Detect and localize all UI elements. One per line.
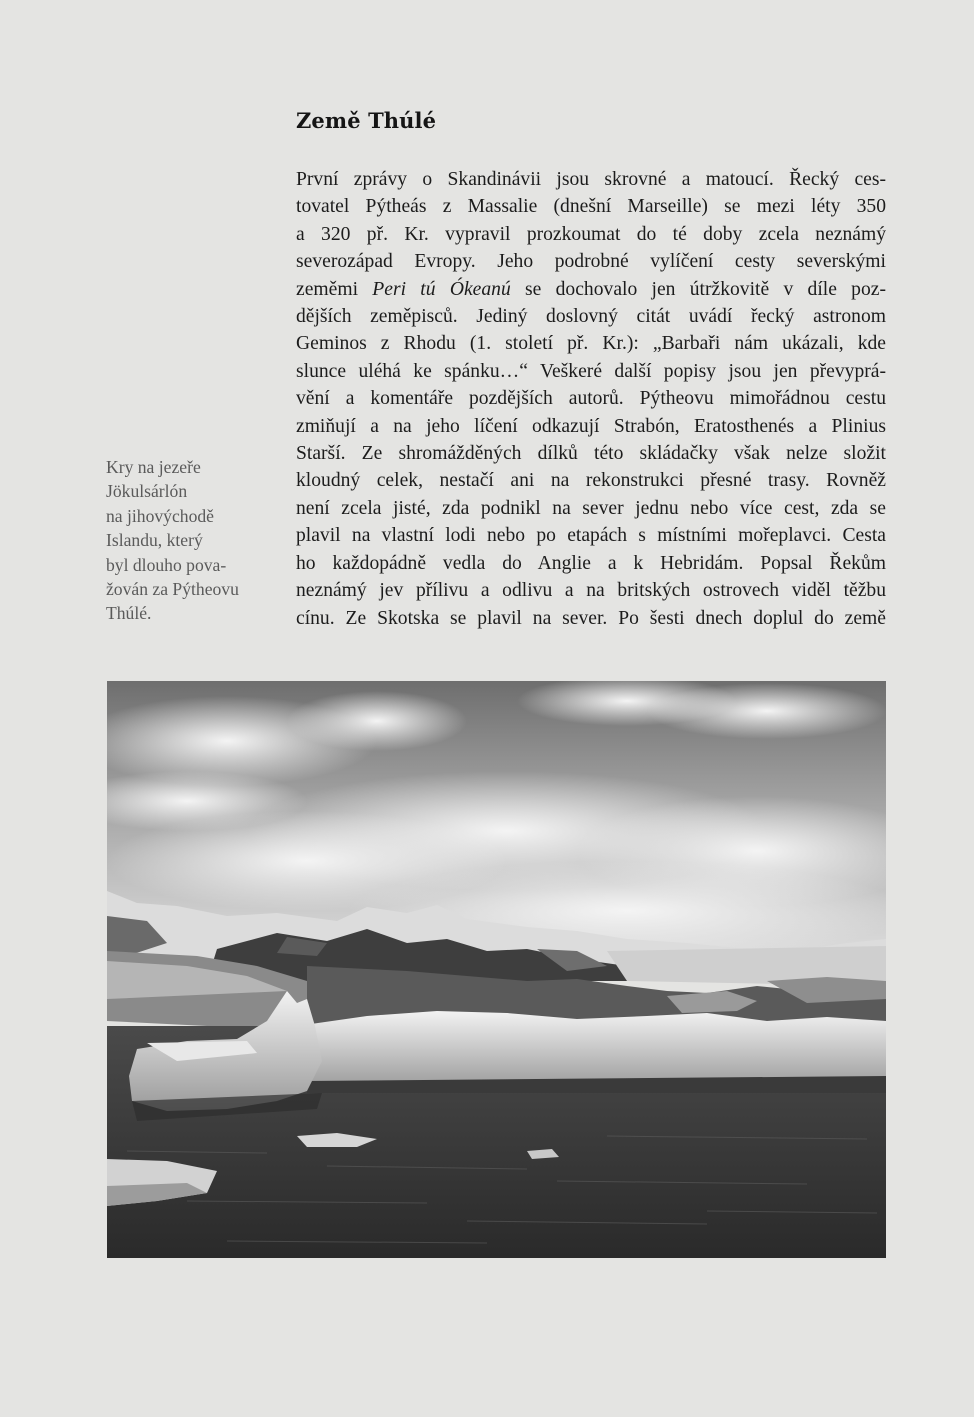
body-line-part: zeměmi [296, 278, 373, 300]
body-line: dějších zeměpisců. Jediný doslovný citát uvádí řecký astronom [296, 306, 886, 328]
body-line: slunce uléhá ke spánku…“ Veškeré další popisy jsou jen převyprá- [296, 360, 886, 382]
body-line: zmiňují a na jeho líčení odkazují Strabón, Eratosthenés a Plinius [296, 415, 886, 437]
caption-line: Islandu, který [106, 530, 203, 551]
body-line: ho každopádně vedla do Anglie a k Hebridám. Popsal Řekům [296, 552, 886, 574]
body-line: není zcela jisté, zda podnikl na sever jednu nebo více cest, zda se [296, 497, 886, 519]
body-line: tovatel Pýtheás z Massalie (dnešní Marseille) se mezi léty 350 [296, 196, 886, 218]
photo-caption [106, 455, 281, 626]
body-line: První zprávy o Skandinávii jsou skrovné a matoucí. Řecký ces- [296, 169, 886, 190]
caption-line: byl dlouho pova- [106, 554, 227, 575]
lagoon-photo-illustration [107, 681, 886, 1258]
body-line: plavil na vlastní lodi nebo po etapách s místními mořeplavci. Cesta [296, 525, 886, 547]
body-line: Geminos z Rhodu (1. století př. Kr.): „Barbaři nám ukázali, kde [296, 333, 886, 355]
section-heading: Země Thúlé [296, 108, 437, 133]
body-line: Starší. Ze shromážděných dílků této skládačky však nelze složit [296, 443, 886, 465]
body-line: severozápad Evropy. Jeho podrobné vylíčení cesty severskými [296, 251, 886, 273]
body-line: vění a komentáře pozdějších autorů. Pýtheovu mimořádnou cestu [296, 388, 886, 410]
body-line: cínu. Ze Skotska se plavil na sever. Po šesti dnech doplul do země [296, 607, 886, 629]
caption-line: na jihovýchodě [106, 505, 214, 526]
caption-line: Jökulsárlón [106, 481, 188, 502]
caption-line: žován za Pýtheovu [106, 579, 239, 600]
body-line-part: se dochovalo jen útržkovitě v díle poz- [510, 278, 886, 300]
lagoon-photo [107, 681, 886, 1258]
body-text [296, 166, 886, 632]
caption-line: Thúlé. [106, 603, 152, 624]
body-line: kloudný celek, nestačí ani na rekonstrukci přesné trasy. Rovněž [296, 470, 886, 492]
book-title-italic: Peri tú Ókeanú [372, 278, 511, 300]
caption-line: Kry na jezeře [106, 457, 201, 477]
body-line: neznámý jev přílivu a odlivu a na britských ostrovech viděl těžbu [296, 580, 886, 602]
body-line: a 320 př. Kr. vypravil prozkoumat do té doby zcela neznámý [296, 223, 886, 245]
body-line [296, 276, 886, 303]
